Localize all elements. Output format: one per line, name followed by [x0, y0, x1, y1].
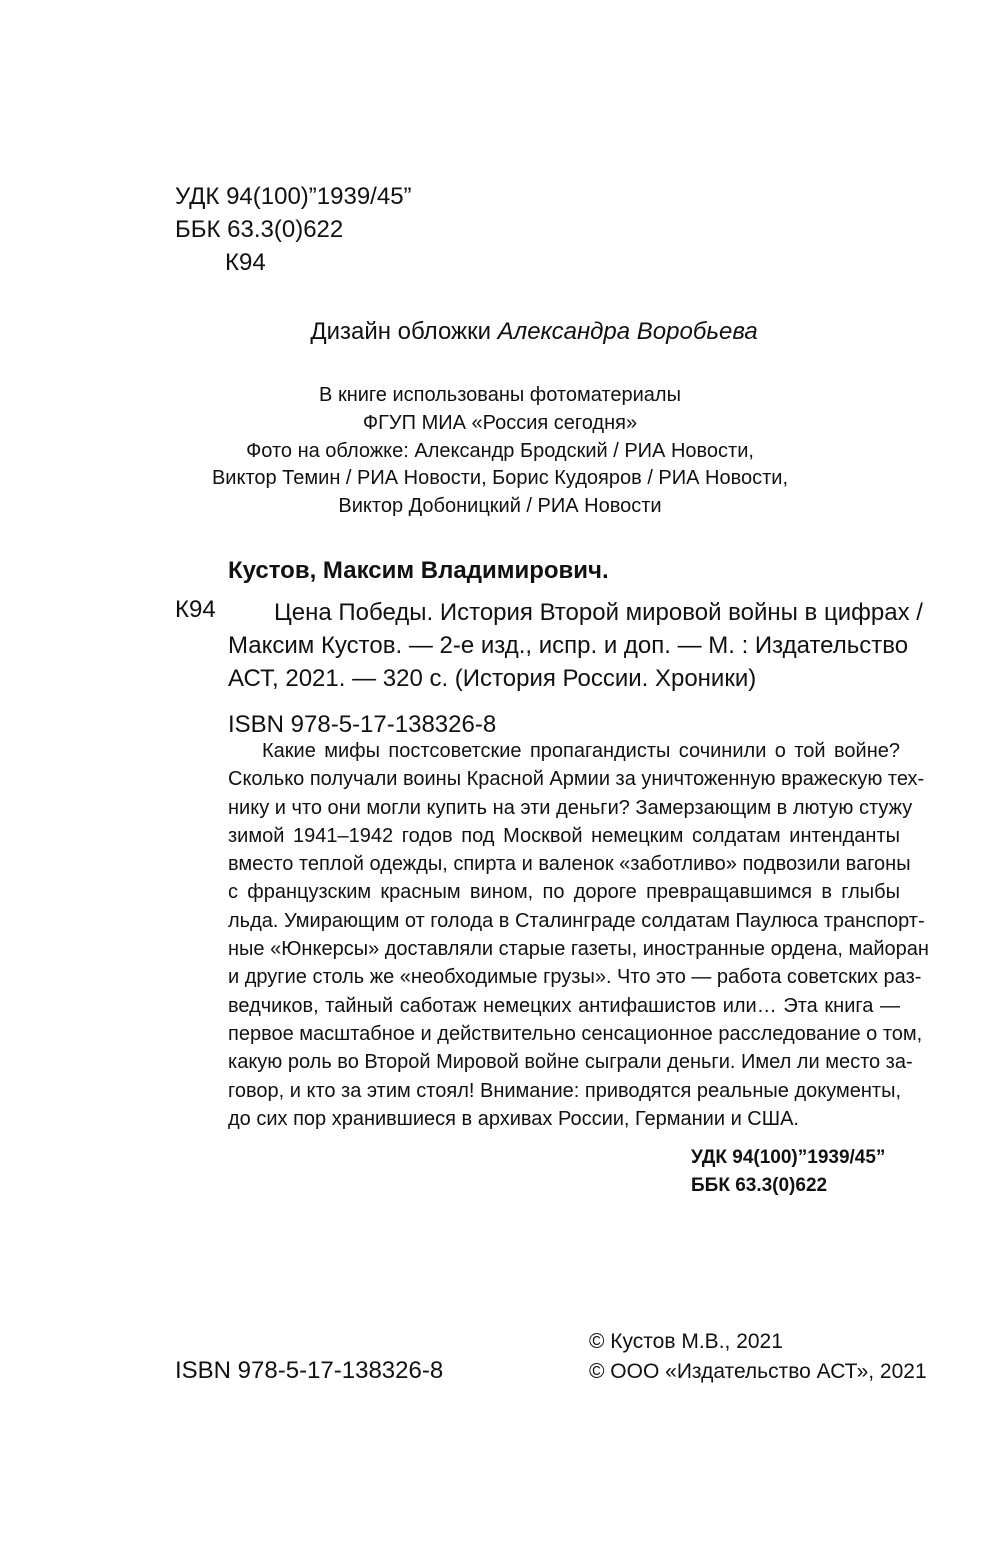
footer-bbk-code: ББК 63.3(0)622 — [691, 1174, 828, 1196]
footer-classification-codes — [691, 1144, 885, 1199]
footer-udk-code: УДК 94(100)”1939/45” — [691, 1147, 886, 1168]
bibliographic-entry — [228, 596, 923, 695]
annotation-line: какую роль во Второй Мировой войне сыграли деньги. Имел ли место за- — [228, 1051, 913, 1074]
annotation-line: ведчиков, тайный саботаж немецких антифашистов или… Эта книга — — [228, 994, 900, 1017]
annotation-line: зимой 1941–1942 годов под Москвой немецким солдатам интенданты — [228, 824, 900, 847]
annotation-line: до сих пор хранившиеся в архивах России, Германии и США. — [228, 1107, 799, 1130]
bbk-code: ББК 63.3(0)622 — [175, 216, 344, 243]
copyright-line: © Кустов М.В., 2021 — [589, 1330, 783, 1353]
catalog-author-sign: К94 — [175, 596, 216, 623]
copyright-notices — [589, 1327, 927, 1387]
annotation-line: Сколько получали воины Красной Армии за уничтоженную вражескую тех- — [228, 768, 925, 791]
photo-credit-line: ФГУП МИА «Россия сегодня» — [362, 411, 638, 434]
udk-code: УДК 94(100)”1939/45” — [175, 183, 412, 210]
photo-credit-line: Виктор Темин / РИА Новости, Борис Кудояров / РИА Новости, — [211, 467, 789, 490]
photo-credit-line: Виктор Добоницкий / РИА Новости — [338, 495, 662, 518]
annotation-line: с французским красным вином, по дороге превращавшимся в глыбы — [228, 881, 900, 904]
classification-codes — [175, 180, 412, 279]
photo-credits — [0, 382, 1000, 521]
author-sign: К94 — [225, 249, 266, 276]
annotation-line: ные «Юнкерсы» доставляли старые газеты, иностранные ордена, майоран — [228, 938, 929, 961]
bib-line: Цена Победы. История Второй мировой войны в цифрах / — [274, 599, 923, 626]
isbn-bottom: ISBN 978-5-17-138326-8 — [175, 1357, 444, 1384]
annotation-line: вместо теплой одежды, спирта и валенок «заботливо» подвозили вагоны — [228, 853, 911, 876]
annotation — [228, 737, 929, 1133]
catalog-author: Кустов, Максим Владимирович. — [228, 557, 609, 584]
catalog-isbn: ISBN 978-5-17-138326-8 — [228, 711, 497, 738]
bib-line: Максим Кустов. — 2-е изд., испр. и доп. — М. : Издательство — [228, 632, 909, 659]
photo-credit-line: Фото на обложке: Александр Бродский / РИА Новости, — [246, 439, 754, 462]
annotation-line: говор, и кто за этим стоял! Внимание: приводятся реальные документы, — [228, 1079, 902, 1102]
photo-credit-line: В книге использованы фотоматериалы — [319, 384, 681, 406]
annotation-line: нику и что они могли купить на эти деньги? Замерзающим в лютую стужу — [228, 796, 913, 819]
copyright-line: © ООО «Издательство АСТ», 2021 — [589, 1360, 927, 1383]
annotation-line: первое масштабное и действительно сенсационное расследование о том, — [228, 1022, 923, 1045]
cover-design-credit — [0, 318, 1000, 346]
cover-design-prefix: Дизайн обложки — [310, 318, 498, 345]
cover-designer-name: Александра Воробьева — [497, 318, 758, 345]
annotation-line: льда. Умирающим от голода в Сталинграде солдатам Паулюса транспорт- — [228, 909, 925, 932]
bib-line: АСТ, 2021. — 320 с. (История России. Хроники) — [228, 665, 757, 692]
annotation-line: Какие мифы постсоветские пропагандисты сочинили о той войне? — [262, 740, 900, 762]
annotation-line: и другие столь же «необходимые грузы». Что это — работа советских раз- — [228, 966, 922, 989]
